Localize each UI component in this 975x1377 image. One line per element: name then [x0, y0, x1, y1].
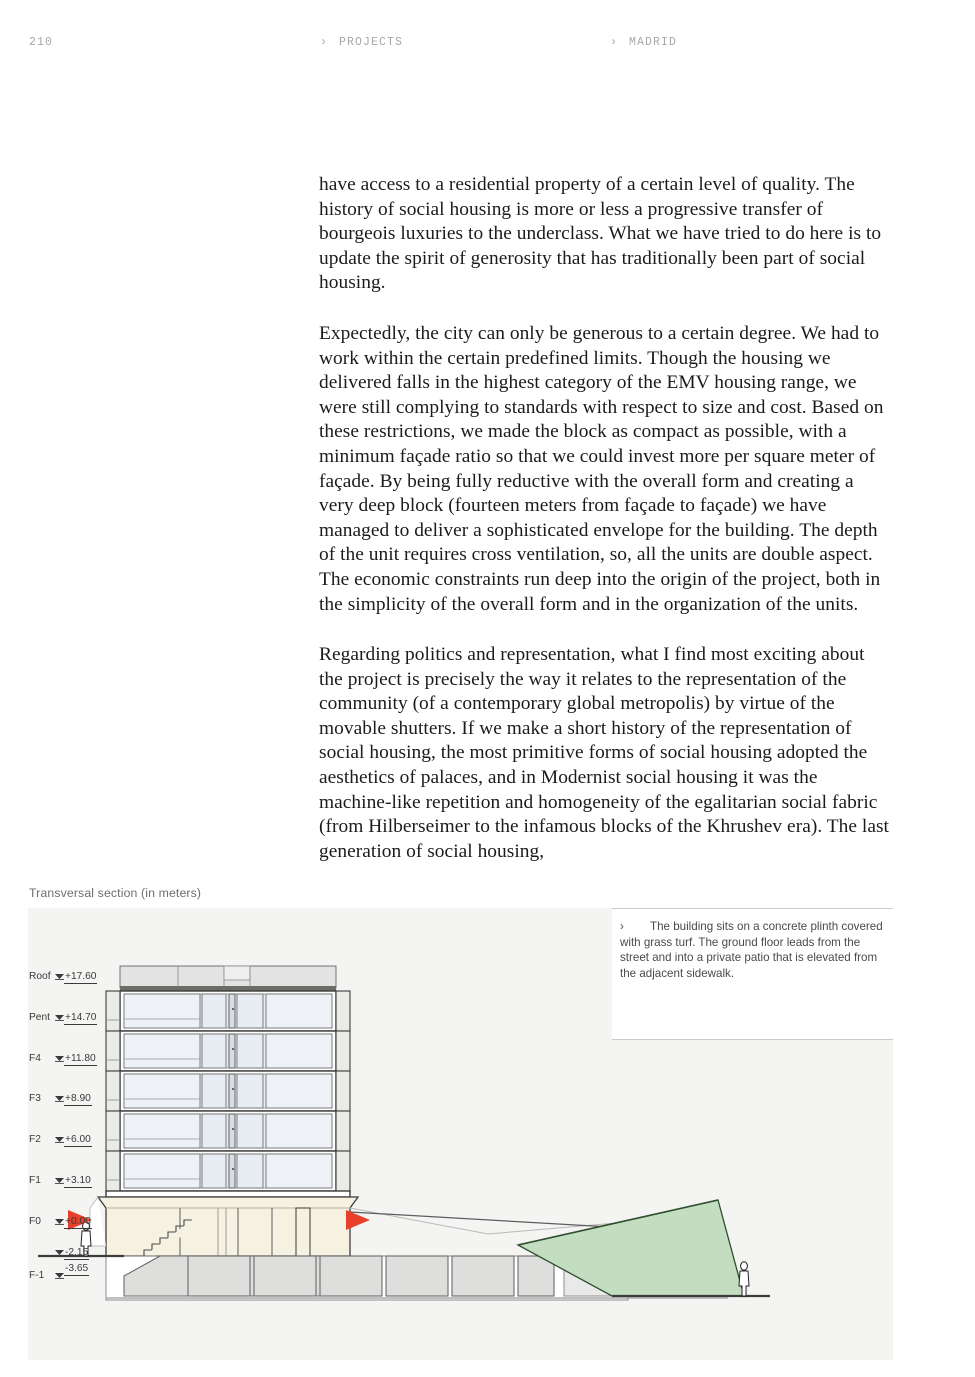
level-marker: [29, 1263, 89, 1283]
level-tick-icon: [55, 1055, 64, 1062]
level-tick-icon: [55, 1177, 64, 1184]
level-name: F4: [29, 1053, 41, 1064]
ground-floor-volume: [90, 1197, 358, 1260]
level-marker: [29, 1216, 92, 1229]
paragraph: Regarding politics and representation, what I find most exciting about the project is precisely the way it relates to the representation of the community (of a contemporary global metropolis) by virtue of the movable shutters. If we make a short history of the representation of social housing, the most primitive forms of social housing adopted the aesthetics of palaces, and in Modernist social housing it was the machine-like repetition and homogeneity of the egalitarian social fabric (from Hilberseimer to the infamous blocks of the Khrushev era). The last generation of social housing,: [319, 644, 889, 862]
paragraph: have access to a residential property of a certain level of quality. The history of social housing is more or less a progressive transfer of bourgeois luxuries to the underclass. What we have tried to do here is to update the spirit of generosity that has traditionally been part of social housing.: [319, 174, 882, 294]
running-header: [0, 32, 975, 56]
level-name: F2: [29, 1134, 41, 1145]
level-tick-icon: [55, 1218, 64, 1225]
level-tick-icon: [55, 1014, 64, 1021]
level-name: F3: [29, 1093, 41, 1104]
level-elevation: +11.80: [65, 1053, 96, 1064]
level-tick-icon: [55, 973, 64, 980]
chevron-right-icon: ›: [320, 36, 329, 49]
figure-note-box: [612, 908, 893, 1040]
level-elevation: +14.70: [65, 1012, 97, 1023]
level-elevation: +17.60: [65, 971, 97, 982]
level-marker: [29, 1093, 92, 1106]
level-elevation: +0.00: [65, 1216, 91, 1227]
level-name: F-1: [29, 1270, 45, 1281]
page-number: 210: [29, 36, 54, 49]
level-name: F0: [29, 1216, 41, 1227]
header-breadcrumb-projects: [320, 36, 403, 49]
level-elevation: +3.10: [65, 1175, 91, 1186]
level-elevation: -2.15: [65, 1247, 89, 1258]
level-marker: [29, 971, 97, 984]
level-elevation: +8.90: [65, 1093, 91, 1104]
level-marker: [29, 1134, 92, 1147]
level-marker: [29, 1012, 97, 1025]
level-tick-icon: [55, 1095, 64, 1102]
paragraph: Expectedly, the city can only be generous to a certain degree. We had to work within the certain predefined limits. Though the housing we delivered falls in the highest category of the EMV housing range, we were still complying to standards with respect to size and cost. Based on these restrictions, we made the block as compact as possible, with a minimum façade ratio so that we could invest more per square meter of façade. By being fully reductive with the overall form and creating a very deep block (fourteen meters from façade to façade) we have managed to deliver a sophisticated envelope for the building. The depth of the unit requires cross ventilation, so, all the units are double aspect. The economic constraints run deep into the origin of the project, both in the simplicity of the overall form and in the organization of the units.: [319, 322, 884, 615]
figure-note-text: The building sits on a concrete plinth covered with grass turf. The ground floor leads from the street and into a private patio that is elevated from the adjacent sidewalk.: [620, 920, 883, 980]
article-text-column: [319, 173, 889, 864]
level-marker: [29, 1175, 92, 1188]
level-tick-icon: [55, 1136, 64, 1143]
level-name: Roof: [29, 971, 51, 982]
chevron-right-icon: ›: [620, 920, 624, 933]
level-tick-icon: [55, 1272, 64, 1279]
header-breadcrumb-madrid: [610, 36, 677, 49]
level-marker: [29, 1053, 97, 1066]
level-tick-icon: [55, 1249, 64, 1256]
level-elevation: -3.65: [65, 1263, 89, 1274]
level-elevation: +6.00: [65, 1134, 91, 1145]
level-name: Pent: [29, 1012, 50, 1023]
level-name: F1: [29, 1175, 41, 1186]
figure-caption-title: Transversal section (in meters): [29, 886, 202, 900]
building-upper-floors: [106, 966, 350, 1197]
chevron-right-icon: ›: [610, 36, 619, 49]
figure-note-body: [620, 919, 889, 981]
header-madrid-label: MADRID: [629, 36, 678, 49]
header-projects-label: PROJECTS: [339, 36, 404, 49]
level-marker: [29, 1247, 89, 1260]
